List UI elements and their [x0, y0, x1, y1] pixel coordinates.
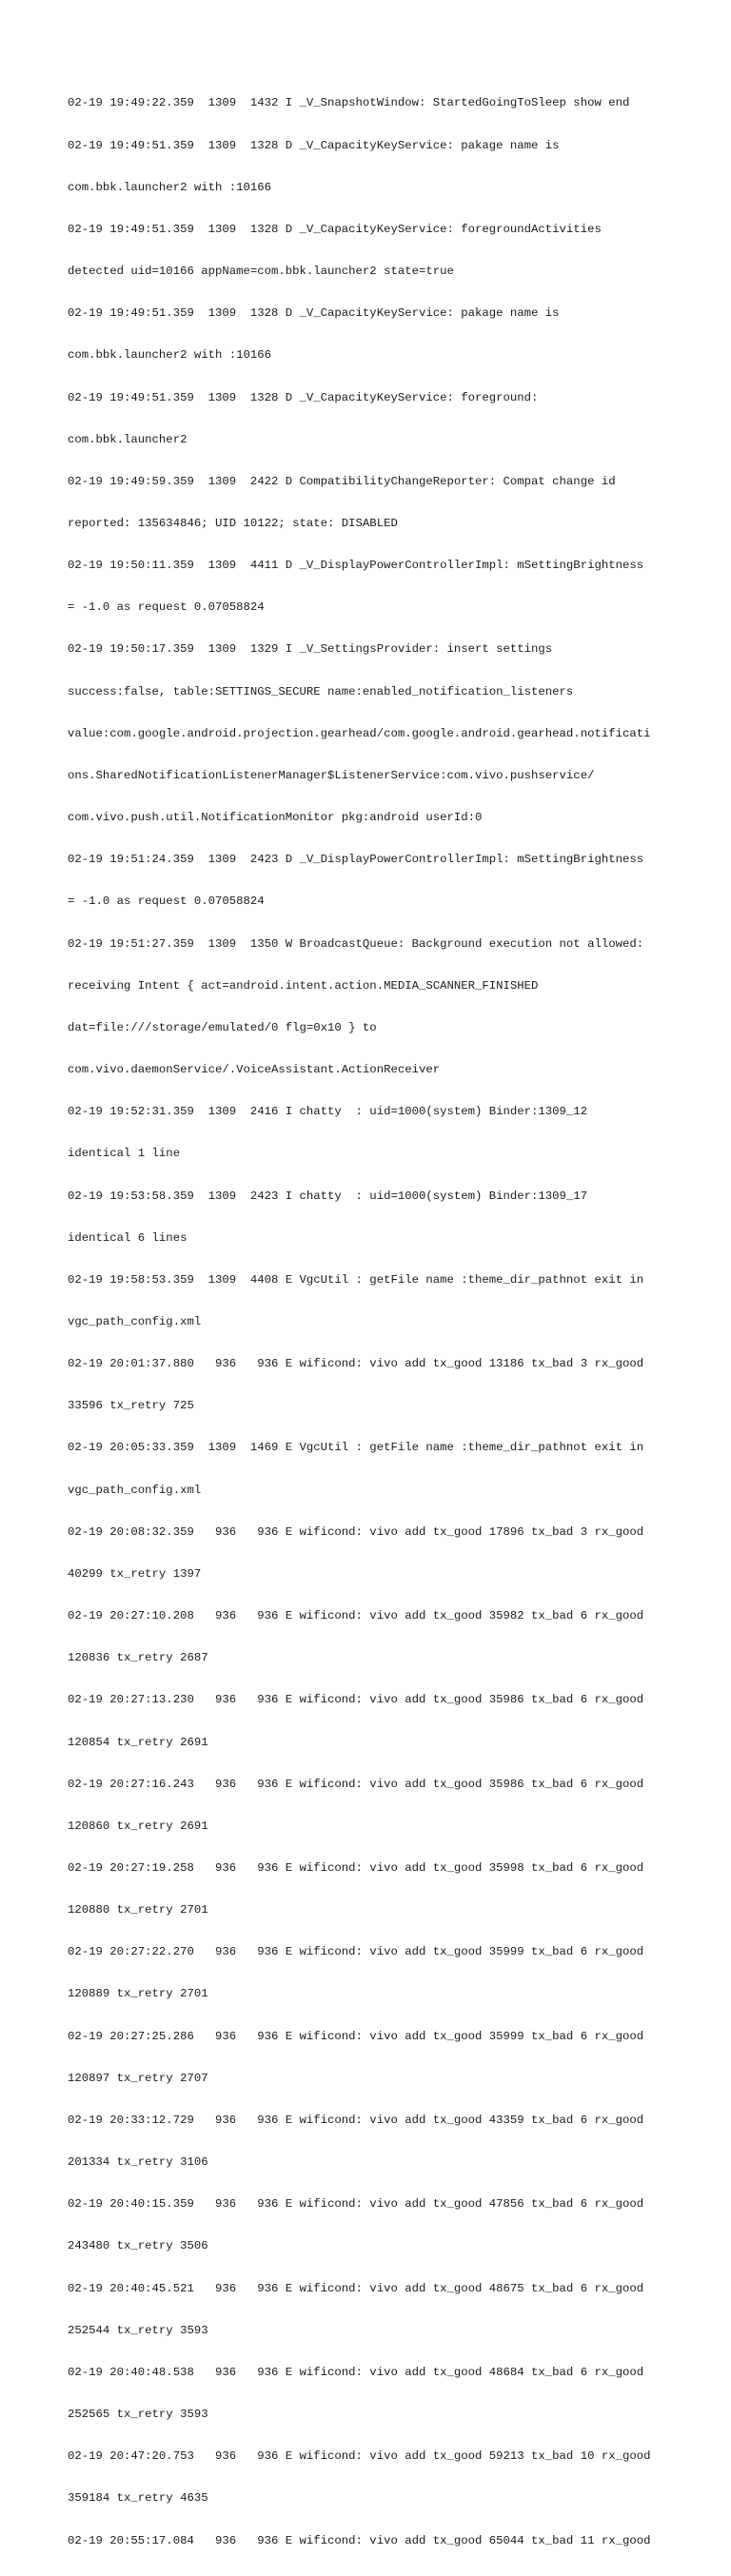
log-line: 02-19 19:52:31.359 1309 2416 I chatty : uid=1000(system) Binder:1309_12 — [68, 1105, 588, 1119]
log-line: detected uid=10166 appName=com.bbk.launcher2 state=true — [68, 265, 454, 279]
log-line: 02-19 20:27:16.243 936 936 E wificond: vivo add tx_good 35986 tx_bad 6 rx_good — [68, 1777, 644, 1791]
log-line: 02-19 19:51:27.359 1309 1350 W BroadcastQueue: Background execution not allowed: — [68, 936, 644, 951]
log-text-block — [68, 69, 715, 2576]
log-line: identical 1 line — [68, 1147, 181, 1161]
log-line: com.bbk.launcher2 with :10166 — [68, 348, 272, 363]
log-line: 02-19 19:53:58.359 1309 2423 I chatty : uid=1000(system) Binder:1309_17 — [68, 1189, 588, 1203]
log-line: 120860 tx_retry 2691 — [68, 1819, 208, 1833]
log-line: 02-19 20:33:12.729 936 936 E wificond: vivo add tx_good 43359 tx_bad 6 rx_good — [68, 2113, 644, 2127]
log-line: 120836 tx_retry 2687 — [68, 1651, 208, 1665]
log-line: 02-19 19:49:59.359 1309 2422 D CompatibilityChangeReporter: Compat change id — [68, 474, 616, 488]
log-line: receiving Intent { act=android.intent.action.MEDIA_SCANNER_FINISHED — [68, 978, 539, 993]
log-line: reported: 135634846; UID 10122; state: DISABLED — [68, 517, 398, 530]
log-line: 201334 tx_retry 3106 — [68, 2155, 208, 2170]
log-line: = -1.0 as request 0.07058824 — [68, 600, 265, 615]
log-line: vgc_path_config.xml — [68, 1314, 202, 1328]
log-line: 02-19 20:40:48.538 936 936 E wificond: vivo add tx_good 48684 tx_bad 6 rx_good — [68, 2365, 644, 2379]
log-line: 02-19 20:27:10.208 936 936 E wificond: vivo add tx_good 35982 tx_bad 6 rx_good — [68, 1609, 644, 1623]
log-line: 40299 tx_retry 1397 — [68, 1566, 202, 1581]
log-line: ons.SharedNotificationListenerManager$ListenerService:com.vivo.pushservice/ — [68, 768, 595, 782]
log-line: 02-19 19:51:24.359 1309 2423 D _V_DisplayPowerControllerImpl: mSettingBrightness — [68, 853, 644, 867]
log-line: 120880 tx_retry 2701 — [68, 1903, 208, 1917]
log-line: 02-19 20:40:15.359 936 936 E wificond: vivo add tx_good 47856 tx_bad 6 rx_good — [68, 2197, 644, 2212]
log-line: identical 6 lines — [68, 1230, 188, 1245]
log-line: 120897 tx_retry 2707 — [68, 2071, 208, 2085]
log-line: 02-19 19:49:51.359 1309 1328 D _V_CapacityKeyService: foreground: — [68, 390, 539, 404]
log-line: 252544 tx_retry 3593 — [68, 2323, 208, 2337]
log-line: 02-19 20:27:25.286 936 936 E wificond: vivo add tx_good 35999 tx_bad 6 rx_good — [68, 2029, 644, 2043]
log-line: com.vivo.push.util.NotificationMonitor pkg:android userId:0 — [68, 811, 483, 825]
log-line: 359184 tx_retry 4635 — [68, 2491, 208, 2506]
log-line: 252565 tx_retry 3593 — [68, 2408, 208, 2422]
log-line: 33596 tx_retry 725 — [68, 1399, 194, 1413]
log-line: 243480 tx_retry 3506 — [68, 2239, 208, 2253]
log-line: = -1.0 as request 0.07058824 — [68, 895, 265, 909]
log-line: 02-19 20:27:13.230 936 936 E wificond: vivo add tx_good 35986 tx_bad 6 rx_good — [68, 1693, 644, 1707]
log-line: 02-19 19:58:53.359 1309 4408 E VgcUtil : getFile name :theme_dir_pathnot exit in — [68, 1272, 644, 1287]
log-line: 02-19 20:55:17.084 936 936 E wificond: vivo add tx_good 65044 tx_bad 11 rx_good — [68, 2533, 651, 2547]
log-line: 02-19 20:27:22.270 936 936 E wificond: vivo add tx_good 35999 tx_bad 6 rx_good — [68, 1945, 644, 1959]
log-line: 02-19 19:50:17.359 1309 1329 I _V_SettingsProvider: insert settings — [68, 642, 553, 657]
log-line: success:false, table:SETTINGS_SECURE name:enabled_notification_listeners — [68, 684, 574, 698]
log-line: 02-19 19:50:11.359 1309 4411 D _V_DisplayPowerControllerImpl: mSettingBrightness — [68, 559, 644, 573]
log-line: value:com.google.android.projection.gearhead/com.google.android.gearhead.notificati — [68, 726, 651, 740]
log-line: 02-19 20:40:45.521 936 936 E wificond: vivo add tx_good 48675 tx_bad 6 rx_good — [68, 2281, 644, 2295]
log-line: 02-19 20:05:33.359 1309 1469 E VgcUtil : getFile name :theme_dir_pathnot exit in — [68, 1441, 644, 1455]
log-line: 02-19 19:49:51.359 1309 1328 D _V_CapacityKeyService: pakage name is — [68, 306, 560, 321]
log-line: 02-19 19:49:51.359 1309 1328 D _V_CapacityKeyService: pakage name is — [68, 138, 560, 152]
log-line: com.bbk.launcher2 with :10166 — [68, 180, 272, 194]
log-line: com.bbk.launcher2 — [68, 432, 188, 446]
log-line: 120889 tx_retry 2701 — [68, 1987, 208, 2001]
log-line: 02-19 20:47:20.753 936 936 E wificond: vivo add tx_good 59213 tx_bad 10 rx_good — [68, 2449, 651, 2464]
log-line: com.vivo.daemonService/.VoiceAssistant.ActionReceiver — [68, 1063, 441, 1077]
log-line: 120854 tx_retry 2691 — [68, 1735, 208, 1749]
log-line: 02-19 20:01:37.880 936 936 E wificond: vivo add tx_good 13186 tx_bad 3 rx_good — [68, 1357, 644, 1371]
log-line: 02-19 19:49:22.359 1309 1432 I _V_SnapshotWindow: StartedGoingToSleep show end — [68, 96, 630, 110]
log-line: 02-19 20:27:19.258 936 936 E wificond: vivo add tx_good 35998 tx_bad 6 rx_good — [68, 1861, 644, 1875]
log-line: vgc_path_config.xml — [68, 1483, 202, 1497]
log-line: 02-19 20:08:32.359 936 936 E wificond: vivo add tx_good 17896 tx_bad 3 rx_good — [68, 1524, 644, 1539]
log-line: 02-19 19:49:51.359 1309 1328 D _V_CapacityKeyService: foregroundActivities — [68, 222, 602, 236]
log-line: dat=file:///storage/emulated/0 flg=0x10 } to — [68, 1020, 377, 1034]
